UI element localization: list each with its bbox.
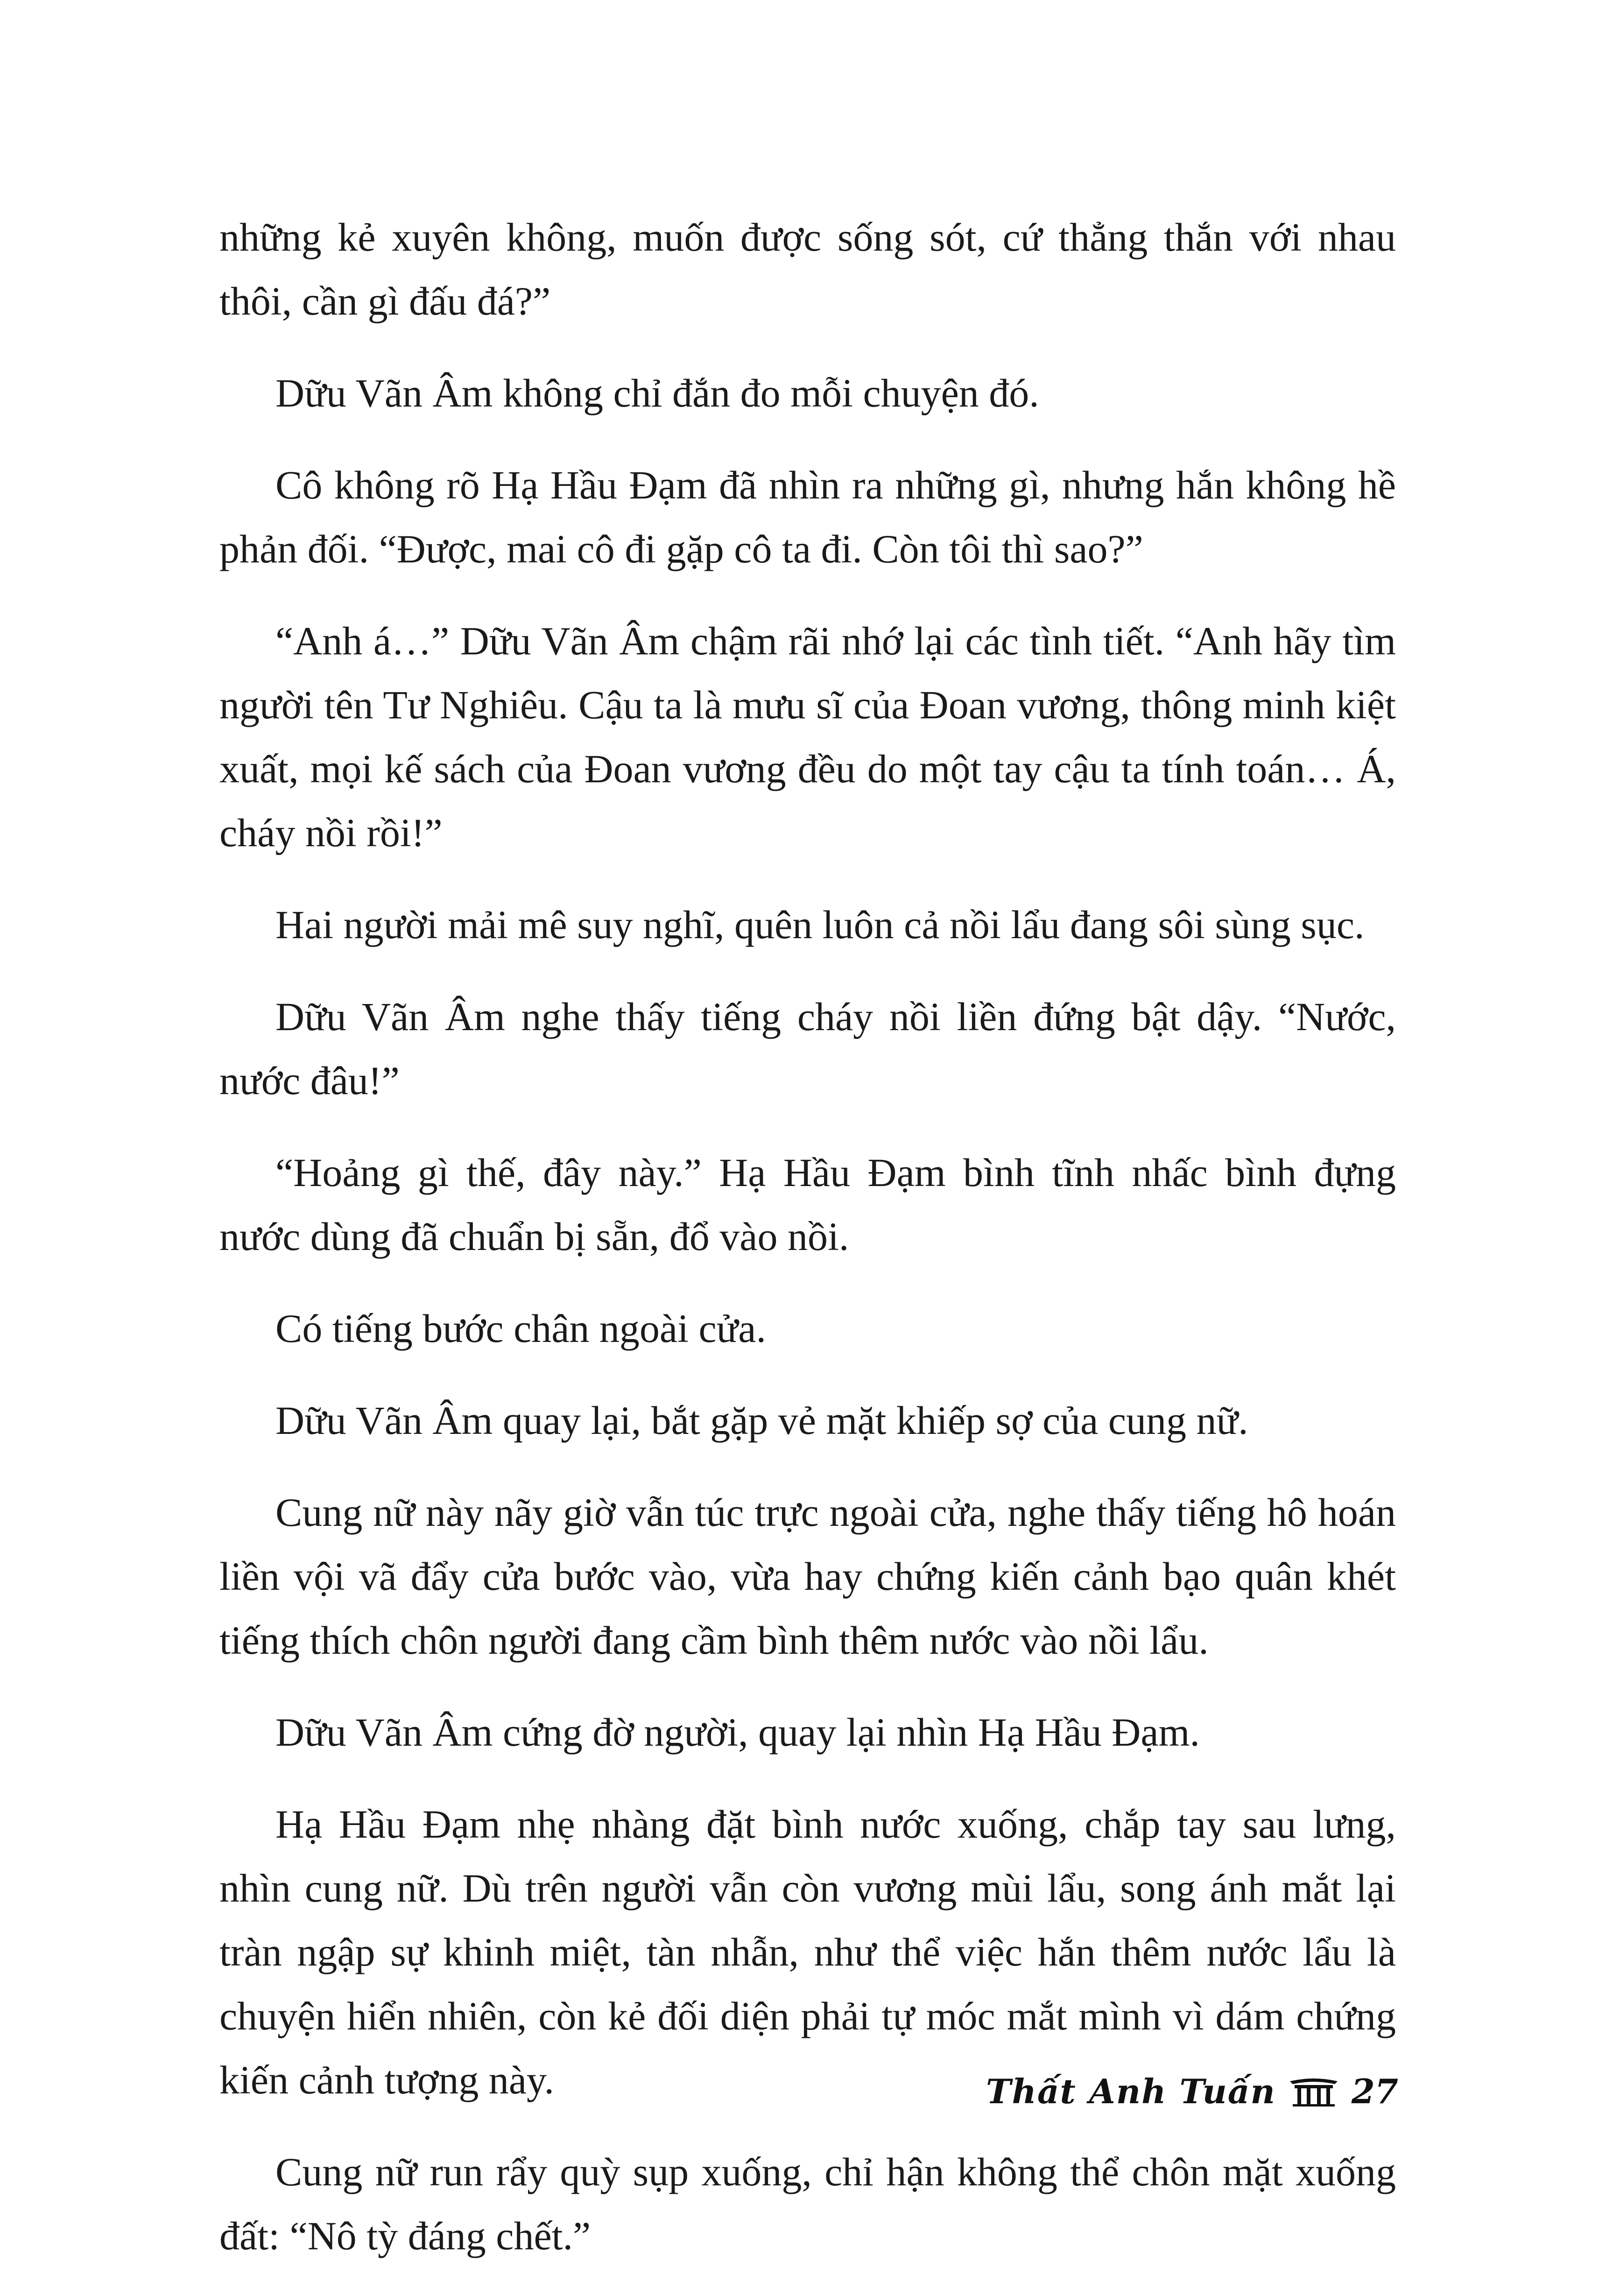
paragraph-5: Hai người mải mê suy nghĩ, quên luôn cả nồi lẩu đang sôi sùng sục.: [275, 902, 1365, 947]
author-signature: Thất Anh Tuấn: [986, 2071, 1276, 2111]
paragraph-9: Dữu Vãn Âm quay lại, bắt gặp vẻ mặt khiếp sợ của cung nữ.: [275, 1398, 1248, 1443]
paragraph-7: “Hoảng gì thế, đây này.” Hạ Hầu Đạm bình tĩnh nhấc bình đựng nước dùng đã chuẩn bị sẵn, đổ vào nồi.: [219, 1150, 1396, 1259]
paragraph-6: Dữu Vãn Âm nghe thấy tiếng cháy nồi liền đứng bật dậy. “Nước, nước đâu!”: [219, 994, 1396, 1103]
paragraph-4: “Anh á…” Dữu Vãn Âm chậm rãi nhớ lại các tình tiết. “Anh hãy tìm người tên Tư Nghiêu. Cậu ta là mưu sĩ của Đoan vương, thông minh kiệt xuất, mọi kế sách của Đoan vương đều do một tay cậu ta tính toán… Á, cháy nồi rồi!”: [219, 618, 1396, 855]
page-footer: [986, 2063, 1398, 2119]
page-body: [219, 205, 1396, 2296]
paragraph-8: Có tiếng bước chân ngoài cửa.: [275, 1306, 766, 1351]
page-number: 27: [1351, 2071, 1398, 2111]
pavilion-icon: [1288, 2075, 1339, 2107]
paragraph-10: Cung nữ này nãy giờ vẫn túc trực ngoài cửa, nghe thấy tiếng hô hoán liền vội vã đẩy cửa bước vào, vừa hay chứng kiến cảnh bạo quân khét tiếng thích chôn người đang cầm bình thêm nước vào nồi lẩu.: [219, 1490, 1396, 1663]
paragraph-11: Dữu Vãn Âm cứng đờ người, quay lại nhìn Hạ Hầu Đạm.: [275, 1710, 1200, 1755]
paragraph-1: những kẻ xuyên không, muốn được sống sót, cứ thẳng thắn với nhau thôi, cần gì đấu đá?”: [219, 215, 1396, 323]
paragraph-3: Cô không rõ Hạ Hầu Đạm đã nhìn ra những gì, nhưng hắn không hề phản đối. “Được, mai cô đi gặp cô ta đi. Còn tôi thì sao?”: [219, 463, 1396, 571]
paragraph-12: Hạ Hầu Đạm nhẹ nhàng đặt bình nước xuống, chắp tay sau lưng, nhìn cung nữ. Dù trên người vẫn còn vương mùi lẩu, song ánh mắt lại tràn ngập sự khinh miệt, tàn nhẫn, như thể việc hắn thêm nước lẩu là chuyện hiển nhiên, còn kẻ đối diện phải tự móc mắt mình vì dám chứng kiến cảnh tượng này.: [219, 1802, 1396, 2102]
paragraph-2: Dữu Vãn Âm không chỉ đắn đo mỗi chuyện đó.: [275, 371, 1039, 415]
paragraph-13: Cung nữ run rẩy quỳ sụp xuống, chỉ hận không thể chôn mặt xuống đất: “Nô tỳ đáng chết.”: [219, 2149, 1396, 2258]
